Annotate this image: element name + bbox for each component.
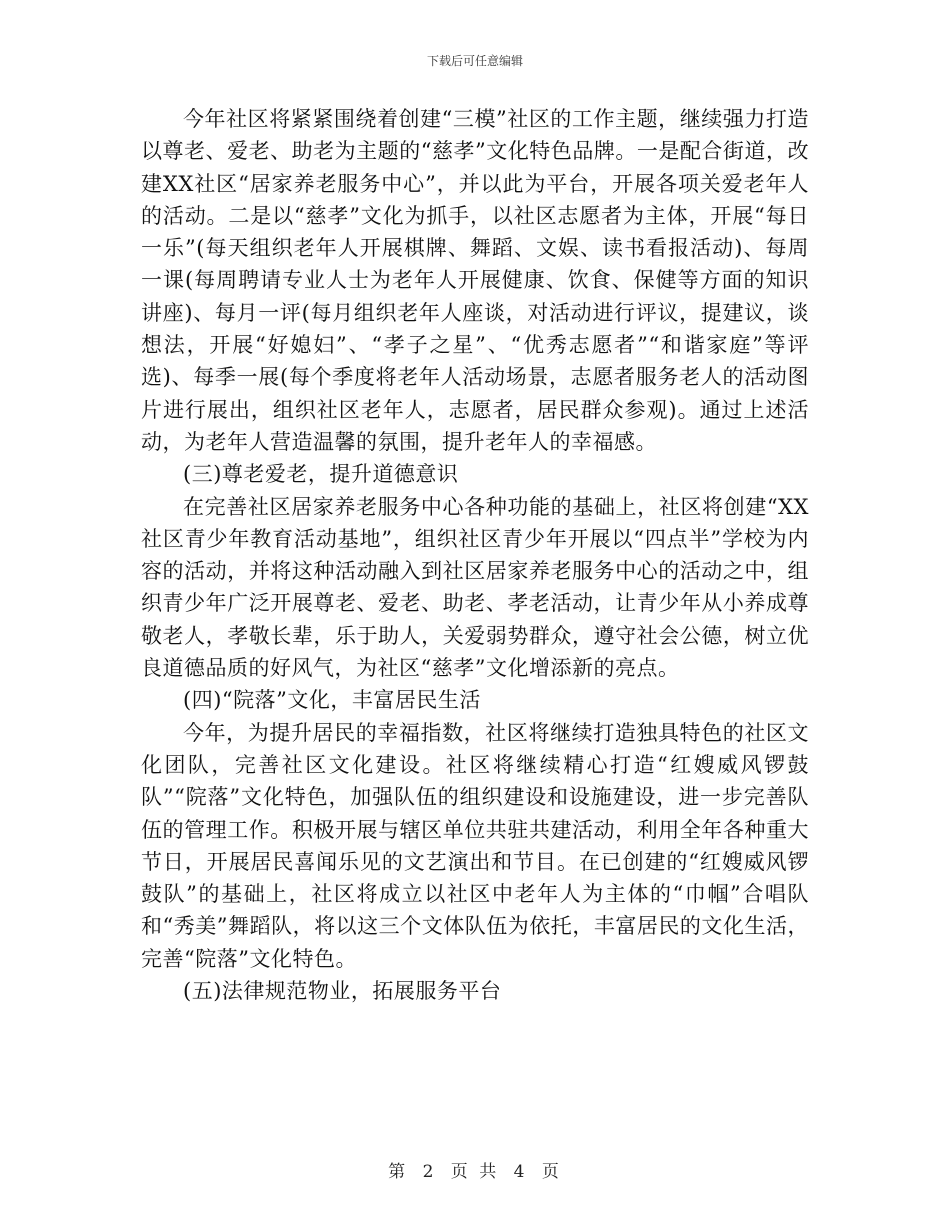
footer-middle: 页 共	[450, 1162, 500, 1182]
section-heading: (四)“院落”文化，丰富居民生活	[183, 688, 481, 713]
total-page-count: 4	[513, 1162, 528, 1182]
section-heading: (三)尊老爱老，提升道德意识	[183, 462, 459, 487]
body-paragraph: 在完善社区居家养老服务中心各种功能的基础上，社区将创建“XX社区青少年教育活动基地”，组织社区青少年开展以“四点半”学校为内容的活动，并将这种活动融入到社区居家养老服务中心的活动之中，组织青少年广泛开展尊老、爱老、助老、孝老活动，让青少年从小养成尊敬老人，孝敬长辈，乐于助人，关爱弱势群众，遵守社会公德，树立优良道德品质的好风气，为社区“慈孝”文化增添新的亮点。	[141, 494, 809, 681]
footer-prefix: 第	[388, 1162, 409, 1182]
body-paragraph: 今年社区将紧紧围绕着创建“三模”社区的工作主题，继续强力打造以尊老、爱老、助老为主题的“慈孝”文化特色品牌。一是配合街道，改建XX社区“居家养老服务中心”，并以此为平台，开展各项关爱老年人的活动。二是以“慈孝”文化为抓手，以社区志愿者为主体，开展“每日一乐”(每天组织老年人开展棋牌、舞蹈、文娱、读书看报活动)、每周一课(每周聘请专业人士为老年人开展健康、饮食、保健等方面的知识讲座)、每月一评(每月组织老年人座谈，对活动进行评议，提建议，谈想法，开展“好媳妇”、“孝子之星”、“优秀志愿者”“和谐家庭”等评选)、每季一展(每个季度将老年人活动场景，志愿者服务老人的活动图片进行展出，组织社区老年人，志愿者，居民群众参观)。通过上述活动，为老年人营造温馨的氛围，提升老年人的幸福感。	[141, 107, 809, 454]
body-paragraph: 今年，为提升居民的幸福指数，社区将继续打造独具特色的社区文化团队，完善社区文化建设。社区将继续精心打造“红嫂威风锣鼓队”“院落”文化特色，加强队伍的组织建设和设施建设，进一步完善队伍的管理工作。积极开展与辖区单位共驻共建活动，利用全年各种重大节日，开展居民喜闻乐见的文艺演出和节目。在已创建的“红嫂威风锣鼓队”的基础上，社区将成立以社区中老年人为主体的“巾帼”合唱队和“秀美”舞蹈队，将以这三个文体队伍为依托，丰富居民的文化生活，完善“院落”文化特色。	[141, 720, 809, 971]
document-body	[141, 103, 809, 1007]
page-header-note: 下载后可任意编辑	[426, 54, 523, 68]
current-page-number: 2	[422, 1162, 437, 1182]
section-heading: (五)法律规范物业，拓展服务平台	[183, 979, 502, 1004]
page-footer	[0, 1157, 950, 1182]
footer-suffix: 页	[541, 1162, 562, 1182]
